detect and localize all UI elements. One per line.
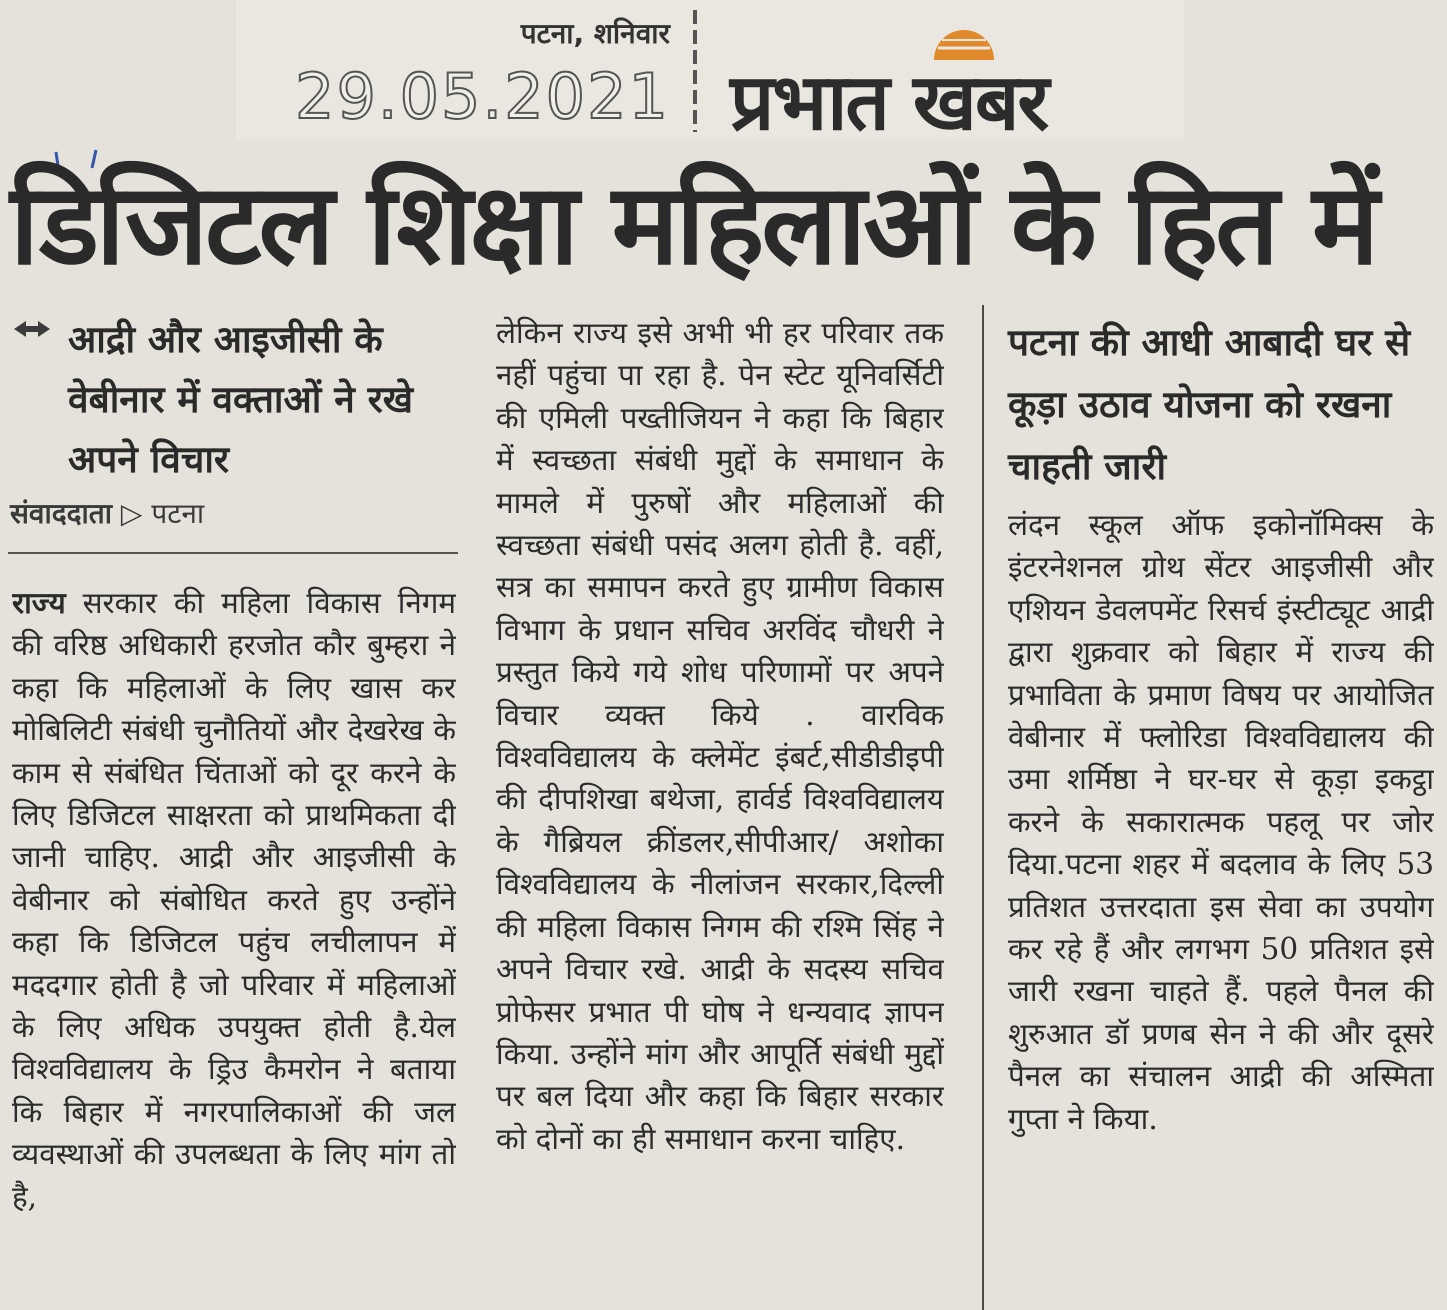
double-arrow-icon xyxy=(12,318,52,340)
dateline-date: 29.05.2021 xyxy=(295,60,670,133)
story2-headline: पटना की आधी आबादी घर से कूड़ा उठाव योजना को रखना चाहती जारी xyxy=(1008,321,1411,488)
story1-column-1-text: सरकार की महिला विकास निगम की वरिष्ठ अधिकारी हरजोत कौर बुम्हरा ने कहा कि महिलाओं के लिए खास कर मोबिलिटी संबंधी चुनौतियों और देखरेख के काम से संबंधित चिंताओं को दूर करने के लिए डिजिटल साक्षरता को प्राथमिकता दी जानी चाहिए. आद्री और आइजीसी के वेबीनार को संबोधित करते हुए उन्होंने कहा कि डिजिटल पहुंच लचीलापन में मददगार होती है जो परिवार में महिलाओं के लिए अधिक उपयुक्त होती है.येल विश्वविद्यालय के ड्रिउ कैमरोन ने बताया कि बिहार में नगरपालिकाओं की जल व्यवस्थाओं की उपलब्धता के लिए मांग तो है, xyxy=(12,586,456,1214)
story2-column: लंदन स्कूल ऑफ इकोनॉमिक्स के इंटरनेशनल ग्रोथ सेंटर आइजीसी और एशियन डेवलपमेंट रिसर्च इंस्टीट्यूट आद्री द्वारा शुक्रवार को बिहार में राज्य की प्रभाविता के प्रमाण विषय पर आयोजित वेबीनार में फ्लोरिडा विश्वविद्यालय की उमा शर्मिष्ठा ने घर-घर से कूड़ा इकट्ठा करने के सकारात्मक पहलू पर जोर दिया.पटना शहर में बदलाव के लिए 53 प्रतिशत उत्तरदाता इस सेवा का उपयोग कर रहे हैं और लगभग 50 प्रतिशत इसे जारी रखना चाहते हैं. पहले पैनल की शुरुआत डॉ प्रणब सेन ने की और दूसरे पैनल का संचालन आद्री की अस्मिता गुप्ता ने किया. xyxy=(1008,508,1434,1136)
byline-place: पटना xyxy=(151,497,205,530)
story1-lead-word: राज्य xyxy=(12,585,66,620)
play-arrow-icon: ▷ xyxy=(120,497,143,530)
main-headline: डिजिटल शिक्षा महिलाओं के हित में xyxy=(10,160,1377,290)
column-separator xyxy=(982,305,984,1310)
story1-subhead: आद्री और आइजीसी के वेबीनार में वक्ताओं ने रखे अपने विचार xyxy=(68,318,414,481)
byline xyxy=(10,494,460,532)
story1-column-2: लेकिन राज्य इसे अभी भी हर परिवार तक नहीं पहुंचा पा रहा है. पेन स्टेट यूनिवर्सिटी की एमिली पख्तीजियन ने कहा कि बिहार में स्वच्छता संबंधी मुद्दों के समाधान के मामले में पुरुषों और महिलाओं की स्वच्छता संबंधी पसंद अलग होती है. वहीं, सत्र का समापन करते हुए ग्रामीण विकास विभाग के प्रधान सचिव अरविंद चौधरी ने प्रस्तुत किये गये शोध परिणामों पर अपने विचार व्यक्त किये . वारविक विश्वविद्यालय के क्लेमेंट इंबर्ट,सीडीडीइपी की दीपशिखा बथेजा, हार्वर्ड विश्वविद्यालय के गैब्रियल क्रींडलर,सीपीआर/ अशोका विश्वविद्यालय के नीलांजन सरकार,दिल्ली की महिला विकास निगम की रश्मि सिंह ने अपने विचार रखे. आद्री के सदस्य सचिव प्रोफेसर प्रभात पी घोष ने धन्यवाद ज्ञापन किया. उन्होंने मांग और आपूर्ति संबंधी मुद्दों पर बल दिया और कहा कि बिहार सरकार को दोनों का ही समाधान करना चाहिए. xyxy=(496,316,944,1156)
byline-rule xyxy=(8,552,458,554)
story1-column-1 xyxy=(12,582,456,1310)
dateline-city-day: पटना, शनिवार xyxy=(520,17,670,50)
byline-label: संवाददाता xyxy=(10,497,112,530)
newspaper-logo: प्रभात खबर xyxy=(730,58,1048,148)
masthead-divider xyxy=(693,10,697,132)
